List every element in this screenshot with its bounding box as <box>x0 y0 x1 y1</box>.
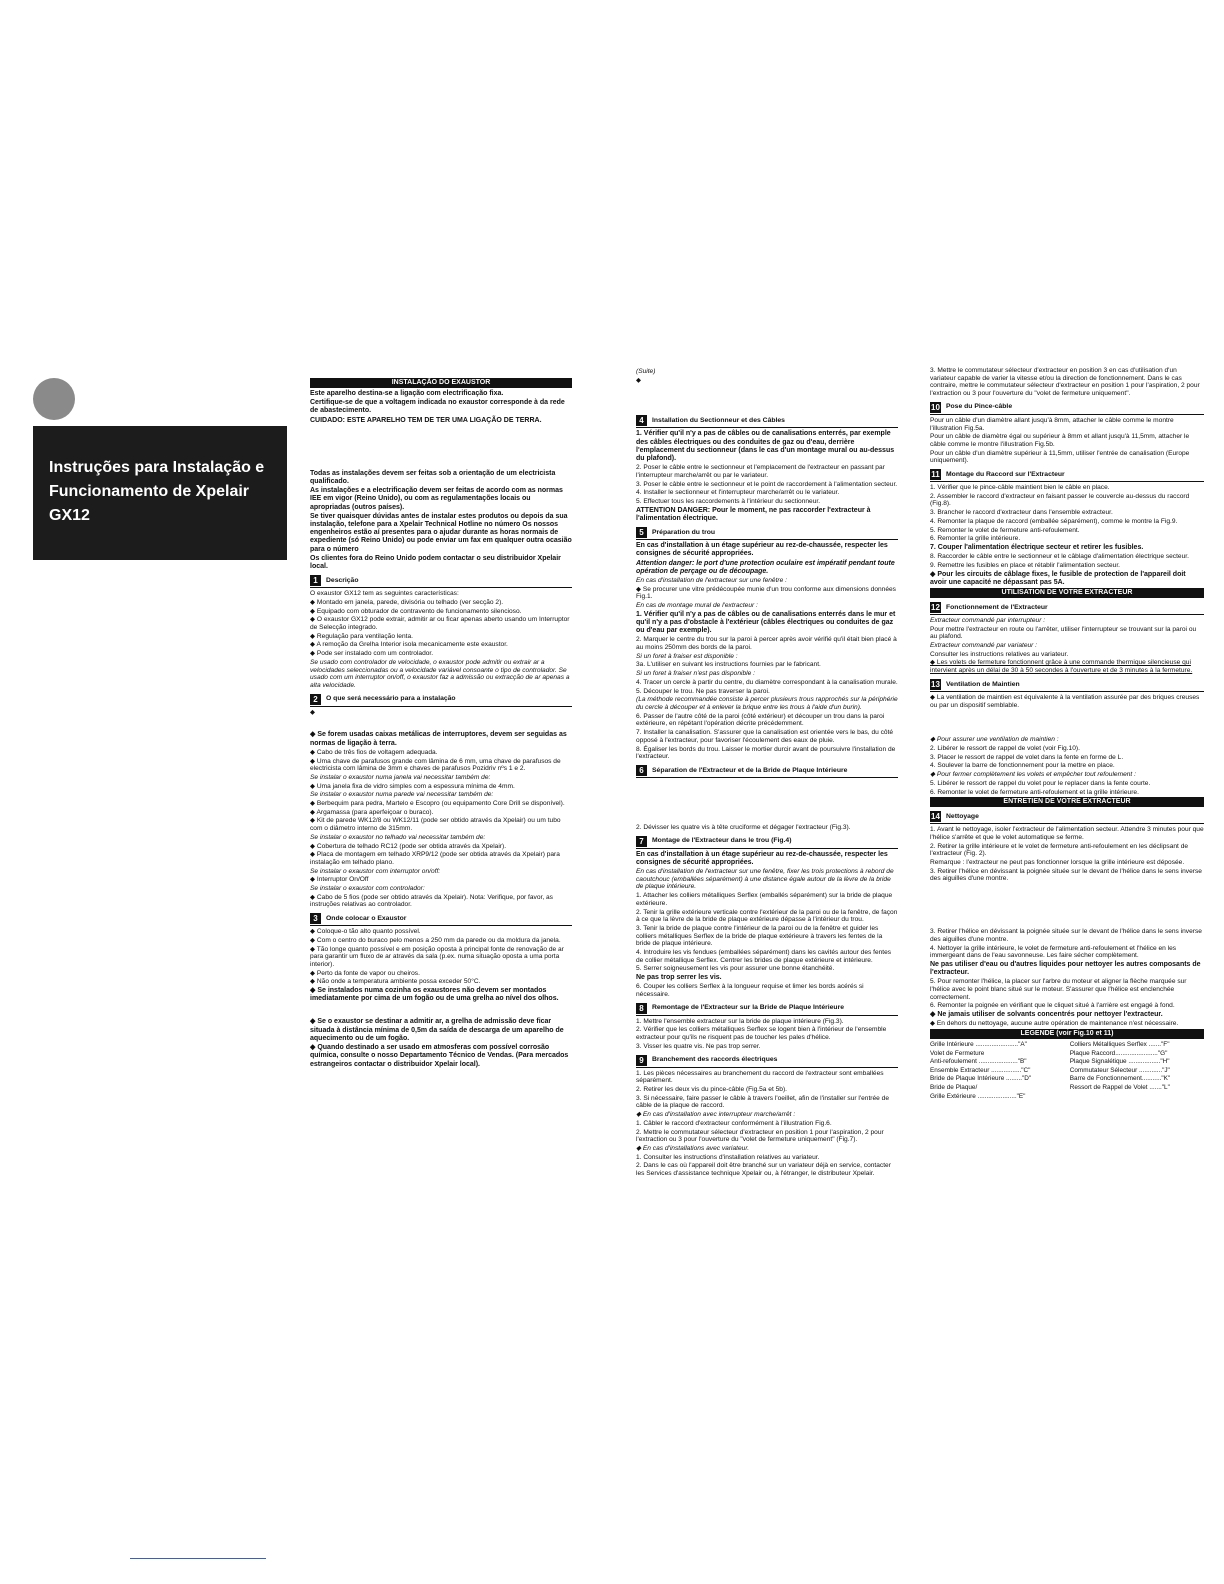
legend-item: Grille Extérieure ......................"E" <box>930 1092 1026 1100</box>
section-13-heading <box>930 679 1204 692</box>
list-item: 2. Dans le cas où l'appareil doit être branché sur un variateur déjà en service, contacter les Services d'assistance technique Xpelair ou, à l'étranger, le distributeur Xpelair. <box>636 1162 891 1178</box>
legend-item: Plaque Raccord........................"G" <box>1069 1049 1168 1057</box>
list-item: 6. Remonter la grille intérieure. <box>930 535 1021 543</box>
section-9-heading <box>636 1055 898 1068</box>
bold-note: ◆ Quando destinado a ser usado em atmosferas com possível corrosão química, consulte o nosso Departamento Técnico de Vendas. (Para mercados estrangeiros contactar o distribuidor Xpelair local). <box>310 1044 569 1068</box>
list-item: 6. Couper les colliers Serflex à la longueur requise et limer les bords acérés si nécessaire. <box>636 983 864 999</box>
legend-item: Ensemble Extracteur ................."C" <box>930 1066 1031 1074</box>
list-item: Pour un câble d'un diamètre allant jusqu'à 8mm, attacher le câble comme le montre l'illustration Fig.5a. <box>930 416 1174 432</box>
list-item: 4. Nettoyer la grille intérieure, le volet de fermeture anti-refoulement et l'hélice en les immergeant dans de l'eau savonneuse. Les faire sécher complètement. <box>930 944 1177 960</box>
list-item: ◆ Montado em janela, parede, divisória ou telhado (ver secção 2). <box>310 598 504 606</box>
legend-item: Commutateur Sélecteur ............."J" <box>1069 1066 1170 1074</box>
list-item: Remarque : l'extracteur ne peut pas fonctionner lorsque la grille intérieure est déposée. <box>930 859 1185 867</box>
list-item: ◆ Interruptor On/Off <box>310 876 369 884</box>
section-1-heading <box>310 575 572 588</box>
list-item: Pour un câble d'un diamètre supérieur à 11,5mm, utiliser l'entrée de canalisation (Europe uniquement). <box>930 449 1190 465</box>
bold-note: 1. Vérifier qu'il n'y a pas de câbles ou de canalisations enterrés dans le mur et qu'il n'y a pas d'obstacle à l'extérieur (câbles électriques ou conduites de gaz ou d'eau par exemple). <box>636 610 896 635</box>
list-item: 6. Remonter le volet de fermeture anti-refoulement et la grille intérieure. <box>930 788 1139 796</box>
list-item: 3. Retirer l'hélice en dévissant la poignée située sur le devant de l'hélice dans le sens inverse des aiguilles d'une montre. <box>930 928 1202 943</box>
suite-label: (Suite) <box>636 368 656 375</box>
section-title: Ventilation de Maintien <box>946 680 1020 688</box>
intro-line: Este aparelho destina-se a ligação com electrificação fixa. <box>310 390 504 397</box>
list-item: ◆ Tão longe quanto possível e em posição oposta à principal fonte de renovação de ar para garantir um fluxo de ar através da sala (p.ex. numa situação oposta a uma porta interior). <box>310 945 564 968</box>
legend-right <box>1070 1041 1204 1101</box>
bold-note: Ne pas utiliser d'eau ou d'autres liquides pour nettoyer les autres composants de l'extracteur. <box>930 960 1201 977</box>
list-item: ◆ Placa de montagem em telhado XRP9/12 (pode ser obtida através da Xpelair) para instalação em telhado plano. <box>310 851 560 866</box>
list-item: 2. Libérer le ressort de rappel de volet (voir Fig.10). <box>930 745 1080 752</box>
section-title: Branchement des raccords électriques <box>652 1056 778 1064</box>
bold-note: ◆ Ne jamais utiliser de solvants concentrés pour nettoyer l'extracteur. <box>930 1011 1163 1019</box>
section-number: 9 <box>636 1055 647 1066</box>
italic-note: Se instalar o exaustor com controlador: <box>310 885 425 893</box>
list-item: ◆ Se procurer une vitre prédécoupée munie d'un trou conforme aux dimensions données Fig.1. <box>636 585 896 601</box>
paragraph: Os clientes fora do Reino Unido podem contactar o seu distribuidor Xpelair local. <box>310 554 561 571</box>
section-number: 4 <box>636 415 647 426</box>
decorative-circle <box>33 378 75 420</box>
list-item: 2. Poser le câble entre le sectionneur et l'emplacement de l'extracteur en passant par l'interrupteur marche/arrêt ou par le variateur. <box>636 464 885 479</box>
column-french-2 <box>930 367 1204 1100</box>
list-item: 2. Marquer le centre du trou sur la paroi à percer après avoir vérifié qu'il était bien placé à au moins 250mm des bords de la paroi. <box>636 636 897 652</box>
legend-item: Anti-refoulement ......................"B" <box>930 1058 1027 1066</box>
legend <box>930 1041 1204 1101</box>
section-4-heading <box>636 415 898 428</box>
section-5-heading <box>636 527 898 540</box>
cover-title-panel <box>33 426 287 560</box>
list-item: 4. Installer le sectionneur et l'interrupteur marche/arrêt ou le variateur. <box>636 489 840 497</box>
list-item: 1. Consulter les instructions d'installation relatives au variateur. <box>636 1153 820 1161</box>
list-item: 1. Vérifier que le pince-câble maintient bien le câble en place. <box>930 484 1110 492</box>
section-title: Installation du Sectionneur et des Câbles <box>652 417 785 425</box>
paragraph: Todas as instalações devem ser feitas sob a orientação de um electricista qualificado. <box>310 469 556 486</box>
bold-note: En cas d'installation à un étage supérieur au rez-de-chaussée, respecter les consignes de sécurité appropriées. <box>636 850 888 866</box>
section-title: Séparation de l'Extracteur et de la Bride de Plaque Intérieure <box>652 766 848 774</box>
list-item: Si un foret à fraiser n'est pas disponible : <box>636 670 755 678</box>
bold-note: ◆ Se forem usadas caixas metálicas de interruptores, devem ser seguidas as normas de ligação à terra. <box>310 731 567 747</box>
list-item: 8. Raccorder le câble entre le sectionneur et le câblage d'alimentation électrique secteur. <box>930 553 1189 561</box>
list-item: ◆ Kit de parede WK12/8 ou WK12/11 (pode ser obtido através da Xpelair) ou um tubo com o diâmetro interno de 315mm. <box>310 817 561 833</box>
section-number: 3 <box>310 913 321 924</box>
list-item: ◆ Regulação para ventilação lenta. <box>310 632 413 640</box>
section-10-heading <box>930 402 1204 415</box>
list-item: 4. Soulever la barre de fonctionnement pour la mettre en place. <box>930 762 1115 770</box>
list-item: ◆ La ventilation de maintien est équivalente à la ventilation assurée par des briques creuses ou par un dispositif semblable. <box>930 693 1200 709</box>
bold-note: ◆ Pour les circuits de câblage fixes, le fusible de protection de l'appareil doit avoir une capacité ne dépassant pas 5A. <box>930 570 1186 586</box>
list-item: Pour un câble de diamètre égal ou supérieur à 8mm et allant jusqu'à 11,5mm, attacher le câble comme le montre l'illustration Fig.5b. <box>930 433 1190 448</box>
list-item: 5. Serrer soigneusement les vis pour assurer une bonne étanchéité. <box>636 965 835 973</box>
cover-title-line2: Funcionamento de Xpelair GX12 <box>49 483 250 524</box>
list-item: ◆ Pode ser instalado com um controlador. <box>310 650 434 658</box>
list-item: 3. Brancher le raccord d'extracteur dans l'ensemble extracteur. <box>930 509 1113 517</box>
paragraph: Se tiver quaisquer dúvidas antes de instalar estes produtos ou depois da sua instalação, telefone para a Xpelair Technical Hotline no número Os nossos engenheiros estão aí presentes para o ajudar durante as horas normais de expediente (só Reino Unido) ou pode enviar um fax em qualquer outra ocasião para o número <box>310 512 572 553</box>
section-8-heading <box>636 1003 898 1016</box>
list-item: 8. Égaliser les bords du trou. Laisser le mortier durcir avant de poursuivre l'installation de l'extracteur. <box>636 745 896 761</box>
list-item: 1. Câbler le raccord d'extracteur conformément à l'illustration Fig.6. <box>636 1119 832 1127</box>
section-6-heading <box>636 765 898 778</box>
list-item: O exaustor GX12 tem as seguintes características: <box>310 590 459 598</box>
legend-item: Colliers Métalliques Serflex ......."F" <box>1069 1041 1170 1049</box>
italic-note: Extracteur commandé par variateur : <box>930 642 1038 650</box>
section-number: 14 <box>931 812 940 822</box>
italic-note: En cas d'installation de l'extracteur sur une fenêtre : <box>636 576 787 584</box>
column-french-1 <box>636 368 898 1178</box>
list-item: ◆ A remoção da Grelha Interior isola mecanicamente este exaustor. <box>310 641 508 649</box>
list-item: 5. Remonter le volet de fermeture anti-refoulement. <box>930 526 1080 534</box>
list-item: 5. Découper le trou. Ne pas traverser la paroi. <box>636 687 770 695</box>
section-3-heading <box>310 913 572 926</box>
section-title: Onde colocar o Exaustor <box>326 914 407 922</box>
list-item: 2. Mettre le commutateur sélecteur d'extracteur en position 1 pour l'aspiration, 2 pour l'extraction ou 3 pour l'ouverture du "volet de fermeture uniquement" (Fig.7). <box>636 1128 884 1144</box>
list-item: ◆ Coloque-o tão alto quanto possível. <box>310 928 421 936</box>
italic-note: En cas de montage mural de l'extracteur : <box>636 602 758 610</box>
list-item: 6. Remonter la poignée en vérifiant que le cliquet situé à l'arrière est engagé à fond. <box>930 1002 1175 1010</box>
italic-note: Se usado com controlador de velocidade, o exaustor pode admitir ou extrair ar a velocidades seleccionadas ou a velocidade variável consoante o tipo de controlador. Se usado com um interruptor on/off, o exaustor faz a admissão ou extracção de ar apenas a alta velocidade. <box>310 658 570 689</box>
list-item: 3. Poser le câble entre le sectionneur et le point de raccordement à l'alimentation secteur. <box>636 480 898 488</box>
list-item: 2. Assembler le raccord d'extracteur en faisant passer le couvercle au-dessus du raccord (Fig.8). <box>930 492 1190 508</box>
list-item: ◆ Com o centro do buraco pelo menos a 250 mm da parede ou da moldura da janela. <box>310 936 561 944</box>
section-number: 7 <box>636 836 647 847</box>
legend-item: Plaque Signalétique .................."H" <box>1069 1058 1170 1066</box>
list-item: ◆ Cobertura de telhado RC12 (pode ser obtida através da Xpelair). <box>310 842 507 850</box>
section-number: 6 <box>636 765 647 776</box>
section-number: 13 <box>931 679 940 689</box>
paragraph: As instalações e a electrificação devem ser feitas de acordo com as normas IEE em vigor (Reino Unido), ou com as regulamentações locais ou apropriadas (outros países). <box>310 487 563 511</box>
intro-line: Certifique-se de que a voltagem indicada no exaustor corresponde à da rede de abastecimento. <box>310 399 565 415</box>
list-item: 3. Retirer l'hélice en dévissant la poignée située sur le devant de l'hélice dans le sens inverse des aiguilles d'une montre. <box>930 867 1202 883</box>
list-item: 1. Avant le nettoyage, isoler l'extracteur de l'alimentation secteur. Attendre 3 minutes pour que l'hélice s'arrête et que le volet automatique se ferme. <box>930 826 1204 841</box>
section-title: Descrição <box>326 576 359 584</box>
bold-note: ◆ Se instalados numa cozinha os exaustores não devem ser montados imediatamente por cima de um fogão ou de uma grelha ao nível dos olhos. <box>310 987 559 1003</box>
italic-note: Se instalar o exaustor numa parede vai necessitar também de: <box>310 791 494 799</box>
caution-line: CUIDADO: ESTE APARELHO TEM DE TER UMA LIGAÇÃO DE TERRA. <box>310 416 542 424</box>
italic-note: Se instalar o exaustor numa janela vai necessitar também de: <box>310 773 491 781</box>
list-item: ◆ Uma chave de parafusos grande com lâmina de 6 mm, uma chave de parafusos de electricista com lâmina de 3mm e chaves de parafusos Pozidriv nºs 1 e 2. <box>310 757 561 773</box>
section-number: 8 <box>636 1003 647 1014</box>
list-item: 1. Les pièces nécessaires au branchement du raccord de l'extracteur sont emballées séparément. <box>636 1069 884 1085</box>
list-item: 1. Attacher les colliers métalliques Serflex (emballés séparément) sur la bride de plaque extérieure. <box>636 892 893 907</box>
list-item: 5. Libérer le ressort de rappel du volet pour le replacer dans la fente courte. <box>930 779 1151 787</box>
section-2-heading <box>310 694 572 707</box>
list-item: 7. Installer la canalisation. S'assurer que la canalisation est orientée vers le bas, du côté opposé à l'extracteur, pour favoriser l'écoulement des eaux de pluie. <box>636 729 894 744</box>
legend-item: Ressort de Rappel de Volet ......."L" <box>1069 1084 1170 1092</box>
list-item: ◆ O exaustor GX12 pode extrair, admitir ar ou ficar apenas aberto usando um Interruptor de Selecção integrado. <box>310 616 570 632</box>
list-item: 1. Mettre l'ensemble extracteur sur la bride de plaque intérieure (Fig.3). <box>636 1017 844 1025</box>
list-item: 2. Retirer la grille intérieure et le volet de fermeture anti-refoulement en les déclipsant de l'extracteur (Fig. 2). <box>930 842 1189 858</box>
section-title: Montage du Raccord sur l'Extracteur <box>946 470 1065 478</box>
legend-header: LEGENDE (voir Fig.10 et 11) <box>930 1029 1204 1039</box>
list-item: ◆ Não onde a temperatura ambiente possa exceder 50°C. <box>310 978 481 986</box>
legend-left <box>930 1041 1064 1101</box>
section-14-heading <box>930 811 1204 824</box>
section-header-use: UTILISATION DE VOTRE EXTRACTEUR <box>930 588 1204 598</box>
legend-item: Bride de Plaque/ <box>930 1084 978 1092</box>
list-item: ◆ Argamassa (para aperfeiçoar o buraco). <box>310 808 434 816</box>
paragraph: 3. Mettre le commutateur sélecteur d'extracteur en position 3 en cas d'utilisation d'un variateur capable de varier la vitesse et/ou la direction de fonctionnement. Dans le cas contraire, mettre le commutateur sélecteur d'extracteur en position 1 pour l'aspiration, 2 pour l'extraction ou 3 pour l'ouverture du "volet de fermeture uniquement". <box>930 367 1200 398</box>
section-title: Nettoyage <box>946 812 979 820</box>
list-item: 3a. L'utiliser en suivant les instructions fournies par le fabricant. <box>636 661 821 669</box>
underlined-note: ◆ Les volets de fermeture fonctionnent grâce à une commande thermique silencieuse qui intervient après un délai de 30 à 50 secondes à l'ouverture et de 3 minutes à la fermeture. <box>930 659 1193 675</box>
bold-note: 1. Vérifier qu'il n'y a pas de câbles ou de canalisations enterrés, par exemple des câbles électriques ou des conduites de gaz ou d'eau, derrière l'emplacement du sectionneur (dans le cas d'un montage mural ou au-dessus du plafond). <box>636 430 895 463</box>
list-item: 2. Dévisser les quatre vis à tête cruciforme et dégager l'extracteur (Fig.3). <box>636 823 851 831</box>
list-item: 3. Placer le ressort de rappel de volet dans la fente en forme de L. <box>930 753 1124 761</box>
section-number: 11 <box>931 470 940 480</box>
list-item: ◆ En cas d'installation avec interrupteur marche/arrêt : <box>636 1111 796 1119</box>
list-item: 2. Tenir la grille extérieure verticale contre l'extérieur de la paroi ou de la fenêtre, de façon à ce que la lèvre de la bride de plaque extérieure dépasse à l'intérieur du trou. <box>636 908 898 924</box>
warning-note: ATTENTION DANGER: Pour le moment, ne pas raccorder l'extracteur à l'alimentation électrique. <box>636 506 871 522</box>
section-7-heading <box>636 836 898 849</box>
list-item: 3. Tenir la bride de plaque contre l'intérieur de la paroi ou de la fenêtre et guider les colliers métalliques Serflex de la bride de plaque extérieure à travers les fentes de la bride de plaque intérieure. <box>636 924 883 948</box>
list-item: ◆ Uma janela fixa de vidro simples com a espessura mínima de 4mm. <box>310 782 515 790</box>
section-header-installation: INSTALAÇÃO DO EXAUSTOR <box>310 378 572 388</box>
italic-note: ◆ Pour fermer complètement les volets et empêcher tout refoulement : <box>930 771 1136 779</box>
list-item: ◆ En dehors du nettoyage, aucune autre opération de maintenance n'est nécessaire. <box>930 1020 1179 1028</box>
list-item: ◆ En cas d'installations avec variateur. <box>636 1144 750 1152</box>
legend-item: Volet de Fermeture <box>930 1049 985 1057</box>
list-item: 5. Pour remonter l'hélice, la placer sur l'arbre du moteur et aligner la flèche marquée sur l'hélice avec le point blanc situé sur le moteur. S'assurer que l'hélice est enclenchée correctement. <box>930 978 1187 1001</box>
section-title: Fonctionnement de l'Extracteur <box>946 603 1048 611</box>
bold-note: En cas d'installation à un étage supérieur au rez-de-chaussée, respecter les consignes de sécurité appropriées. <box>636 542 888 558</box>
legend-item: Bride de Plaque Intérieure ........."D" <box>930 1075 1032 1083</box>
list-item: 3. Visser les quatre vis. Ne pas trop serrer. <box>636 1042 761 1050</box>
list-item: 4. Tracer un cercle à partir du centre, du diamètre correspondant à la canalisation murale. <box>636 678 898 686</box>
bold-note: 7. Couper l'alimentation électrique secteur et retirer les fusibles. <box>930 543 1144 551</box>
bold-note: Ne pas trop serrer les vis. <box>636 974 722 982</box>
italic-note: Se instalar o exaustor no telhado vai necessitar também de: <box>310 833 486 841</box>
section-number: 2 <box>310 694 321 705</box>
list-item: 4. Introduire les vis fendues (emballées séparément) dans les cavités autour des fentes de collier métallique Serflex. Centrer les brides de plaque extérieure et intérieure. <box>636 949 892 964</box>
section-11-heading <box>930 469 1204 482</box>
section-title: O que será necessário para a instalação <box>326 695 456 703</box>
section-header-care: ENTRETIEN DE VOTRE EXTRACTEUR <box>930 797 1204 807</box>
bold-note: ◆ Se o exaustor se destinar a admitir ar, a grelha de admissão deve ficar situada à distância mínima de 0,5m da saída de descarga de um aparelho de aquecimento ou de um fogão. <box>310 1018 564 1042</box>
legend-item: Barre de Fonctionnement..........."K" <box>1069 1075 1171 1083</box>
section-title: Préparation du trou <box>652 528 716 536</box>
italic-note: En cas d'installation de l'extracteur sur une fenêtre, fixer les trois protections à rebord de caoutchouc (emballées séparément) à une distance égale autour de la lèvre de la bride de plaque intérieure. <box>636 868 894 891</box>
section-title: Pose du Pince-câble <box>946 403 1013 411</box>
list-item: Si un foret à fraiser est disponible : <box>636 652 738 660</box>
cover-title-line1: Instruções para Instalação e <box>49 459 265 476</box>
list-item: ◆ Cabo de 5 fios (pode ser obtido através da Xpelair). Nota: Verifique, por favor, as instruções relativas ao controlador. <box>310 893 553 909</box>
list-item: ◆ <box>636 376 642 384</box>
section-number: 1 <box>310 575 321 586</box>
section-title: Remontage de l'Extracteur sur la Bride de Plaque Intérieure <box>652 1004 844 1012</box>
italic-note: Extracteur commandé par interrupteur : <box>930 616 1046 624</box>
section-title: Montage de l'Extracteur dans le trou (Fig.4) <box>652 837 792 845</box>
list-item: Pour mettre l'extracteur en route ou l'arrêter, utiliser l'interrupteur se trouvant sur la paroi ou au plafond. <box>930 625 1197 641</box>
footer-link-underline[interactable] <box>130 1558 266 1559</box>
list-item: 4. Remonter la plaque de raccord (emballée séparément), comme le montre la Fig.9. <box>930 517 1178 525</box>
warning-note: Attention danger: le port d'une protection oculaire est impératif pendant toute opération de perçage ou de découpage. <box>636 559 895 575</box>
list-item: 5. Effectuer tous les raccordements à l'intérieur du sectionneur. <box>636 498 821 506</box>
list-item: 2. Vérifier que les colliers métalliques Serflex se logent bien à l'intérieur de l'ensemble extracteur pour qu'ils ne risquent pas de toucher les pales d'hélice. <box>636 1026 887 1042</box>
list-item: Consulter les instructions relatives au variateur. <box>930 650 1069 658</box>
list-item: 6. Passer de l'autre côté de la paroi (côté extérieur) et découper un trou dans la paroi extérieure, en répétant l'opération décrite précédemment. <box>636 712 885 728</box>
list-item: 2. Retirer les deux vis du pince-câble (Fig.5a et 5b). <box>636 1086 787 1093</box>
section-12-heading <box>930 602 1204 615</box>
italic-note: ◆ Pour assurer une ventilation de maintien : <box>930 736 1059 744</box>
list-item: 9. Remettre les fusibles en place et rétablir l'alimentation secteur. <box>930 561 1121 569</box>
section-number: 12 <box>931 602 940 612</box>
list-item: ◆ Equipado com obturador de contravento de funcionamento silencioso. <box>310 607 522 615</box>
list-item: (La méthode recommandée consiste à percer plusieurs trous rapprochés sur la périphérie du cercle à découper et à enlever la brique entre les trous à l'aide d'un burin). <box>636 696 898 711</box>
list-item: ◆ <box>310 708 316 716</box>
list-item: 3. Si nécessaire, faire passer le câble à travers l'oeillet, afin de l'installer sur l'entrée de câble de la plaque de raccord. <box>636 1094 889 1110</box>
legend-item: Grille Intérieure ........................"A" <box>930 1041 1027 1049</box>
column-portuguese <box>310 378 572 1068</box>
section-number: 10 <box>931 402 940 412</box>
list-item: ◆ Berbequim para pedra, Martelo e Escopro (ou equipamento Core Drill se disponível). <box>310 800 565 808</box>
list-item: ◆ Cabo de três fios de voltagem adequada. <box>310 748 438 756</box>
section-number: 5 <box>636 527 647 538</box>
italic-note: Se instalar o exaustor com interruptor on/off: <box>310 867 441 875</box>
list-item: ◆ Perto da fonte de vapor ou cheiros. <box>310 969 420 977</box>
